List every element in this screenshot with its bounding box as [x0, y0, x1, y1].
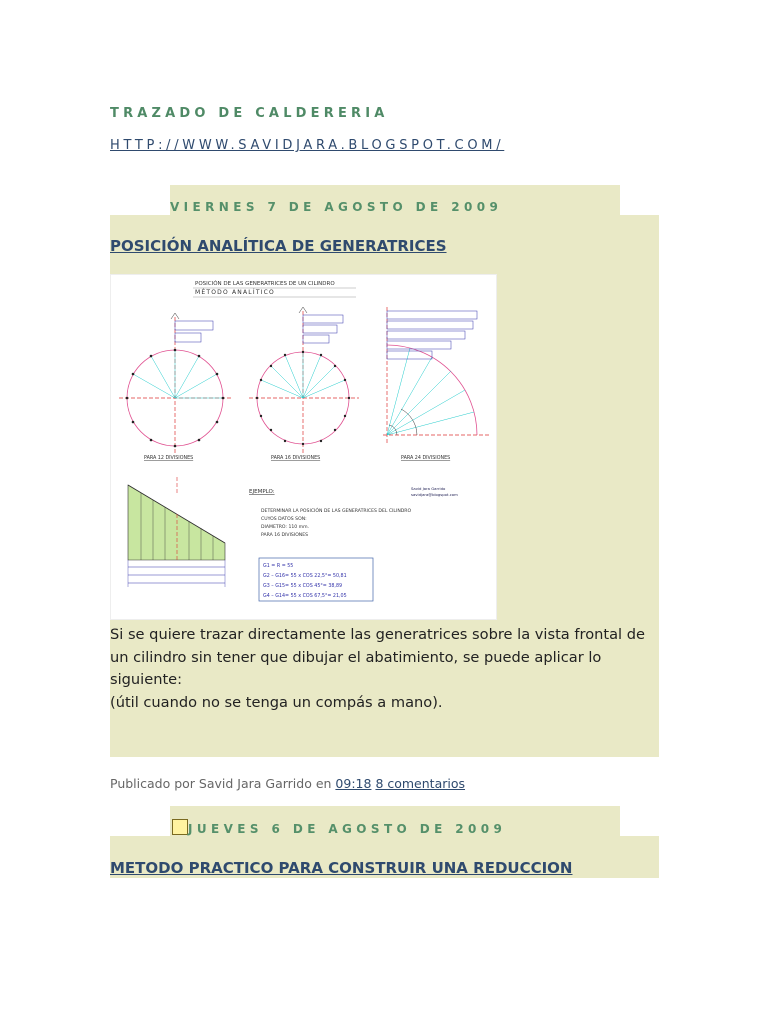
comments-link[interactable]: 8 comentarios [375, 776, 466, 791]
result-line: G1 = R = 55 [263, 564, 294, 569]
post-paragraph: (útil cuando no se tenga un compás a mano). [110, 693, 443, 711]
post-footer [110, 776, 465, 791]
caption-16-divisions: PARA 16 DIVISIONES [271, 456, 321, 461]
broken-image-icon [172, 819, 188, 835]
figure-heading-2: MÉTODO ANALÍTICO [195, 289, 275, 296]
post-date: JUEVES 6 DE AGOSTO DE 2009 [188, 822, 507, 836]
example-line: DETERMINAR LA POSICIÓN DE LAS GENERATRICES DEL CILINDRO [261, 509, 412, 514]
post-paragraph: Si se quiere trazar directamente las generatrices sobre la vista frontal de un cilindro sin tener que dibujar el abatimiento, se puede aplicar lo siguiente: [110, 626, 645, 688]
example-line: PARA 16 DIVISIONES [261, 533, 309, 538]
post-body [110, 624, 662, 714]
post-date: VIERNES 7 DE AGOSTO DE 2009 [170, 200, 503, 214]
circle-12-divisions [119, 313, 233, 455]
caption-12-divisions: PARA 12 DIVISIONES [144, 456, 194, 461]
post-title-link[interactable]: METODO PRACTICO PARA CONSTRUIR UNA REDUCCION [110, 859, 573, 877]
result-line: G2 – G16= 55 x COS 22,5°= 50,81 [263, 574, 347, 579]
post-title-link[interactable]: POSICIÓN ANALÍTICA DE GENERATRICES [110, 237, 447, 255]
result-line: G4 – G14= 55 x COS 67,5°= 21,05 [263, 594, 347, 599]
figure-author-name: Savid Jara Garrido [411, 486, 446, 491]
circle-16-divisions [249, 307, 359, 455]
post-time-link[interactable]: 09:18 [335, 776, 372, 791]
blog-url-link[interactable]: HTTP://WWW.SAVIDJARA.BLOGSPOT.COM/ [110, 138, 505, 153]
blog-title: TRAZADO DE CALDERERIA [110, 106, 389, 121]
example-label: EJEMPLO: [249, 489, 275, 495]
generatrices-diagram [111, 275, 498, 621]
quarter-24-divisions [383, 307, 491, 445]
example-line: CUYOS DATOS SON: [261, 517, 307, 522]
example-line: DIAMETRO: 110 mm. [261, 525, 310, 530]
caption-24-divisions: PARA 24 DIVISIONES [401, 456, 451, 461]
post-figure[interactable] [110, 274, 497, 620]
post-author-prefix: Publicado por Savid Jara Garrido en [110, 776, 336, 791]
figure-author-site: savidjara@blogspot.com [411, 492, 458, 497]
figure-heading-1: POSICIÓN DE LAS GENERATRICES DE UN CILINDRO [195, 281, 335, 287]
result-line: G3 – G15= 55 x COS 45°= 38,89 [263, 584, 343, 589]
cylinder-development [128, 477, 225, 587]
